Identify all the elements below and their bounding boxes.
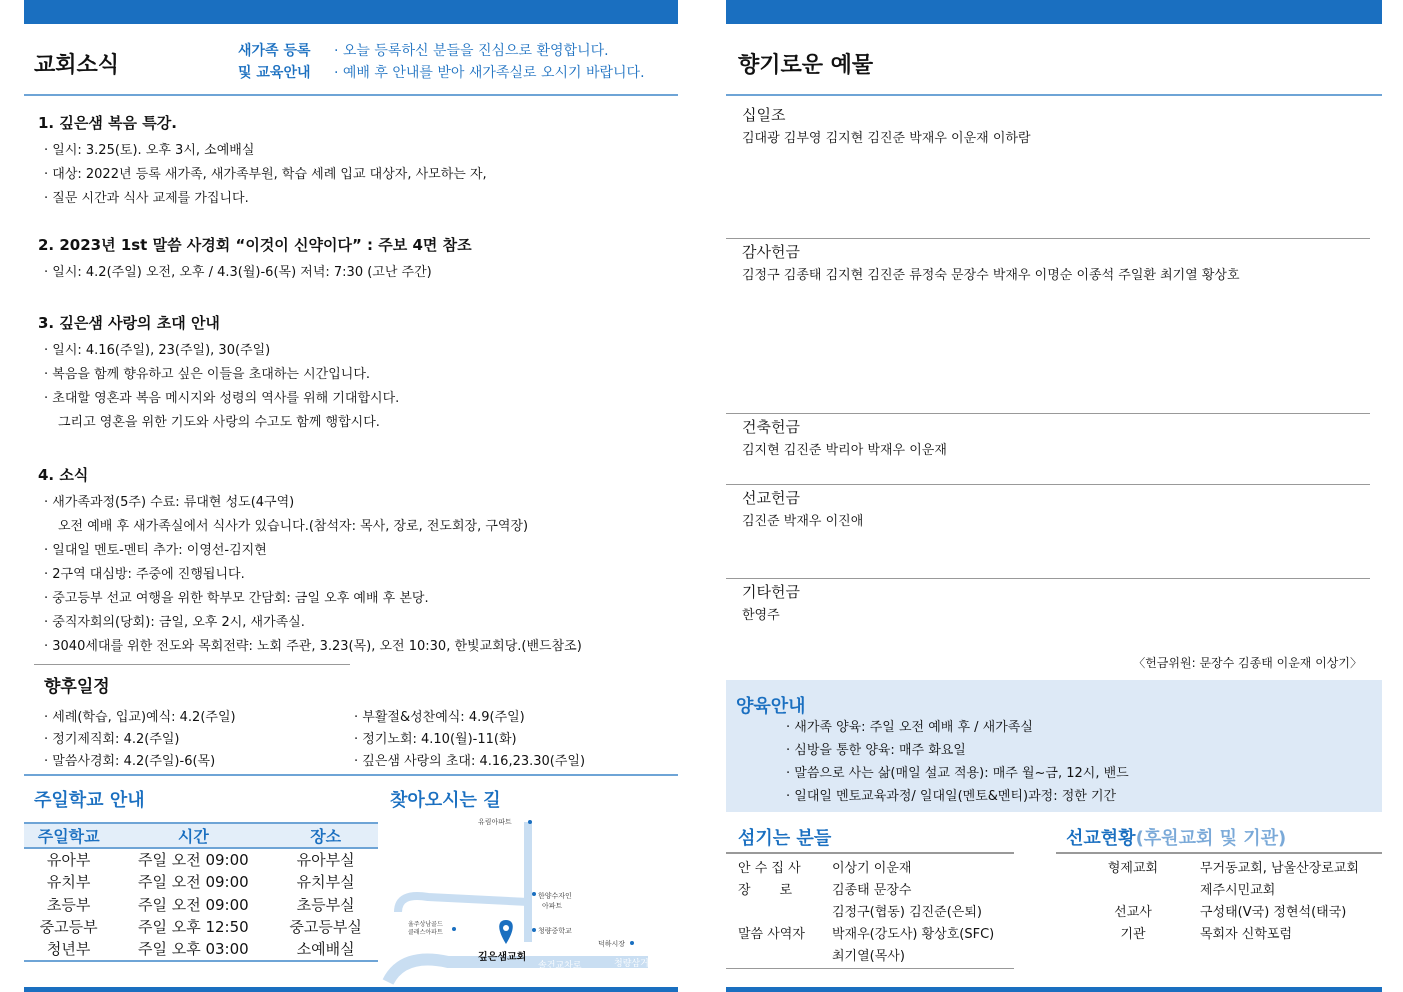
table-cell: 주일 오전 09:00 — [137, 851, 249, 870]
sunday-school-rule — [24, 774, 678, 776]
offering-title: 건축헌금 — [742, 418, 800, 436]
news-section-4 — [38, 464, 582, 659]
map-dot — [452, 927, 456, 931]
news-line: · 중고등부 선교 여행을 위한 학부모 간담회: 금일 오후 예배 후 본당. — [44, 591, 429, 606]
servant-role: 말씀 사역자 — [738, 927, 805, 942]
table-row — [24, 916, 378, 939]
map-pin-center — [503, 925, 509, 931]
map-label-road1: 솔건교차로 — [538, 961, 582, 971]
news-line: 오전 예배 후 새가족실에서 식사가 있습니다.(참석자: 목사, 장로, 전도회장, 구역장) — [58, 519, 529, 534]
table-cell: 주일 오전 09:00 — [137, 895, 249, 914]
news-line: · 새가족과정(5주) 수료: 류대현 성도(4구역) — [44, 495, 295, 510]
table-row — [24, 871, 378, 894]
servants-rule — [726, 852, 1014, 854]
table-cell: 주일 오후 03:00 — [113, 938, 273, 961]
list-item — [1066, 924, 1359, 946]
map-label-school: 청량중학교 — [538, 927, 572, 935]
schedule-item: · 정기제직회: 4.2(주일) — [44, 732, 180, 747]
offering-names: 한영주 — [742, 608, 780, 623]
offering-mission — [726, 484, 1370, 533]
offering-building — [726, 413, 1370, 462]
mission-names: 무거동교회, 남울산장로교회 — [1200, 861, 1359, 876]
offering-committee: 〈헌금위원: 문장수 김종태 이운재 이상기〉 — [1133, 656, 1362, 670]
nurture-item: · 심방을 통한 양육: 매주 화요일 — [786, 743, 966, 758]
servant-role: 안 수 집 사 — [738, 861, 801, 876]
new-family-label — [238, 40, 311, 84]
servant-role — [738, 902, 832, 924]
offering-names: 김정구 김종태 김지현 김진준 류정숙 문장수 박재우 이명순 이종석 주일환 최기열 황상호 — [742, 268, 1240, 283]
bottom-bar-right — [726, 987, 1382, 992]
map-dot — [532, 892, 536, 896]
table-row — [24, 893, 378, 916]
church-news-header — [24, 24, 678, 96]
list-item — [1066, 858, 1359, 880]
table-header: 시간 — [113, 823, 273, 848]
news-line: · 일대일 멘토-멘티 추가: 이영선-김지현 — [44, 543, 267, 558]
mission-title-sub: (후원교회 및 기관) — [1135, 828, 1287, 849]
map-label-road2: 청량삼거리 — [614, 959, 658, 969]
table-cell: 유치부실 — [296, 873, 355, 892]
servants-rule-bottom — [726, 968, 1014, 969]
mission-names: 목회자 신학포럼 — [1200, 927, 1293, 942]
table-cell: 초등부실 — [296, 895, 355, 914]
map-road-upper — [398, 896, 528, 912]
mission-category: 형제교회 — [1107, 861, 1159, 876]
offering-thanks — [726, 238, 1370, 287]
mission-names: 구성태(V국) 정현석(태국) — [1200, 905, 1347, 920]
schedule-item: · 세례(학습, 입교)예식: 4.2(주일) — [44, 710, 236, 725]
mission-rule — [1056, 852, 1382, 854]
table-cell: 초등부 — [46, 895, 91, 914]
servant-names: 박재우(강도사) 황상호(SFC) — [832, 927, 995, 942]
nurture-item: · 일대일 멘토교육과정/ 일대일(멘토&멘티)과정: 정한 기간 — [786, 789, 1117, 804]
news-line: · 일시: 4.2(주일) 오전, 오후 / 4.3(월)-6(목) 저녁: 7:30 (고난 주간) — [44, 265, 432, 280]
schedule-column-2 — [348, 707, 658, 773]
news-section-title: 2. 2023년 1st 말씀 사경회 “이것이 신약이다” : 주보 4면 참조 — [38, 236, 472, 254]
top-bar-right — [726, 0, 1382, 24]
news-line: 그리고 영혼을 위한 기도와 사랑의 수고도 함께 행합시다. — [58, 415, 380, 430]
servants-list — [738, 858, 994, 968]
table-cell: 중고등부 — [39, 918, 98, 937]
list-item — [738, 902, 994, 924]
mission-category — [1066, 880, 1200, 902]
map-label-apt2: 한양수자인 — [538, 892, 572, 900]
news-section-title: 3. 깊은샘 사랑의 초대 안내 — [38, 314, 220, 332]
news-line: · 2구역 대심방: 주중에 진행됩니다. — [44, 567, 245, 582]
offering-names: 김대광 김부영 김지현 김진준 박재우 이운재 이하람 — [742, 131, 1031, 146]
new-family-label-2: 및 교육안내 — [238, 65, 311, 81]
schedule-item: · 말씀사경회: 4.2(주일)-6(목) — [44, 754, 216, 769]
table-cell: 중고등부실 — [289, 918, 362, 937]
schedule-item: · 정기노회: 4.10(월)-11(화) — [354, 732, 517, 747]
mission-category: 선교사 — [1114, 905, 1152, 920]
schedule-divider — [34, 664, 350, 665]
welcome-messages — [334, 40, 645, 84]
map-dot — [532, 928, 536, 932]
map-label-apt2b: 아파트 — [542, 902, 563, 910]
table-header: 주일학교 — [24, 823, 113, 848]
nurture-item: · 새가족 양육: 주일 오전 예배 후 / 새가족실 — [786, 720, 1033, 735]
list-item — [738, 880, 994, 902]
servant-role — [738, 946, 832, 968]
news-line: · 대상: 2022년 등록 새가족, 새가족부원, 학습 세례 입교 대상자, 사모하는 자, — [44, 167, 487, 182]
list-item — [1066, 880, 1359, 902]
welcome-message-2: · 예배 후 안내를 받아 새가족실로 오시기 바랍니다. — [334, 65, 645, 81]
list-item — [738, 924, 994, 946]
list-item — [738, 946, 994, 968]
list-item — [1066, 902, 1359, 924]
map-dot — [630, 941, 634, 945]
page-title: 교회소식 — [34, 53, 120, 78]
servant-names: 김종태 문장수 — [832, 883, 912, 898]
schedule-title: 향후일정 — [44, 677, 110, 697]
nurture-box — [726, 680, 1382, 812]
news-line: · 복음을 함께 향유하고 싶은 이들을 초대하는 시간입니다. — [44, 367, 371, 382]
table-cell: 소예배실 — [273, 938, 378, 961]
map-label-market: 덕하시장 — [598, 940, 626, 948]
offerings-title: 향기로운 예물 — [738, 53, 874, 78]
mission-list — [1066, 858, 1359, 946]
offering-title: 감사헌금 — [742, 243, 800, 261]
map-label-left1: 율주상남골드 — [408, 921, 443, 928]
schedule-column-1 — [38, 707, 348, 773]
servant-role: 장 로 — [738, 883, 793, 898]
servant-names: 김정구(협동) 김진준(은퇴) — [832, 905, 982, 920]
table-cell: 유아부실 — [296, 851, 355, 870]
servant-names: 이상기 이운재 — [832, 861, 912, 876]
nurture-item: · 말씀으로 사는 삶(매일 설교 적용): 매주 월~금, 12시, 밴드 — [786, 766, 1129, 781]
offering-tithe — [726, 102, 1370, 150]
servant-names: 최기열(목사) — [832, 949, 905, 964]
news-line: · 일시: 3.25(토). 오후 3시, 소예배실 — [44, 143, 255, 158]
mission-category: 기관 — [1120, 927, 1146, 942]
schedule-item: · 부활절&성찬예식: 4.9(주일) — [354, 710, 525, 725]
news-section-title: 1. 깊은샘 복음 특강. — [38, 114, 177, 132]
offering-names: 김지현 김진준 박리아 박재우 이운재 — [742, 443, 947, 458]
map-label-apt1: 유림아파트 — [478, 818, 512, 826]
offering-other — [726, 578, 1370, 627]
table-cell: 유치부 — [46, 873, 91, 892]
news-line: · 3040세대를 위한 전도와 목회전략: 노회 주관, 3.23(목), 오전 10:30, 한빛교회당.(밴드참조) — [44, 639, 582, 654]
news-line: · 중직자회의(당회): 금일, 오후 2시, 새가족실. — [44, 615, 305, 630]
news-section-3 — [38, 312, 399, 435]
sunday-school-table — [24, 822, 378, 962]
news-line: · 초대할 영혼과 복음 메시지와 성령의 역사를 위해 기대합시다. — [44, 391, 400, 406]
servants-title: 섬기는 분들 — [738, 828, 832, 849]
table-cell: 유아부 — [46, 851, 91, 870]
map-dot — [528, 820, 532, 824]
new-family-label-1: 새가족 등록 — [238, 43, 311, 59]
mission-title — [1066, 824, 1286, 850]
news-line: · 일시: 4.16(주일), 23(주일), 30(주일) — [44, 343, 271, 358]
news-section-title: 4. 소식 — [38, 466, 89, 484]
table-row — [24, 938, 378, 961]
table-cell: 청년부 — [24, 938, 113, 961]
mission-names: 제주시민교회 — [1200, 883, 1276, 898]
news-section-1 — [38, 112, 487, 211]
map-label-church: 깊은샘교회 — [478, 952, 527, 963]
news-section-2 — [38, 234, 472, 285]
news-line: · 질문 시간과 식사 교제를 가집니다. — [44, 191, 249, 206]
top-bar-left — [24, 0, 678, 24]
upcoming-schedule — [38, 672, 678, 773]
map-label-left2: 클래스아파트 — [408, 929, 443, 936]
mission-title-main: 선교현황 — [1066, 828, 1136, 849]
directions-map — [378, 812, 658, 992]
offering-names: 김진준 박재우 이진애 — [742, 514, 864, 529]
list-item — [738, 858, 994, 880]
nurture-title: 양육안내 — [736, 696, 806, 717]
offerings-header — [726, 24, 1382, 96]
map-pin-icon — [499, 920, 513, 944]
table-header: 장소 — [273, 823, 378, 848]
schedule-item: · 깊은샘 사랑의 초대: 4.16,23.30(주일) — [354, 754, 586, 769]
offering-title: 기타헌금 — [742, 583, 800, 601]
table-row — [24, 848, 378, 871]
offering-title: 선교헌금 — [742, 489, 800, 507]
welcome-message-1: · 오늘 등록하신 분들을 진심으로 환영합니다. — [334, 43, 609, 59]
sunday-school-title: 주일학교 안내 — [34, 790, 145, 811]
offering-title: 십일조 — [742, 106, 786, 124]
table-cell: 주일 오전 09:00 — [137, 873, 249, 892]
table-cell: 주일 오후 12:50 — [137, 918, 249, 937]
directions-title: 찾아오시는 길 — [390, 790, 501, 811]
